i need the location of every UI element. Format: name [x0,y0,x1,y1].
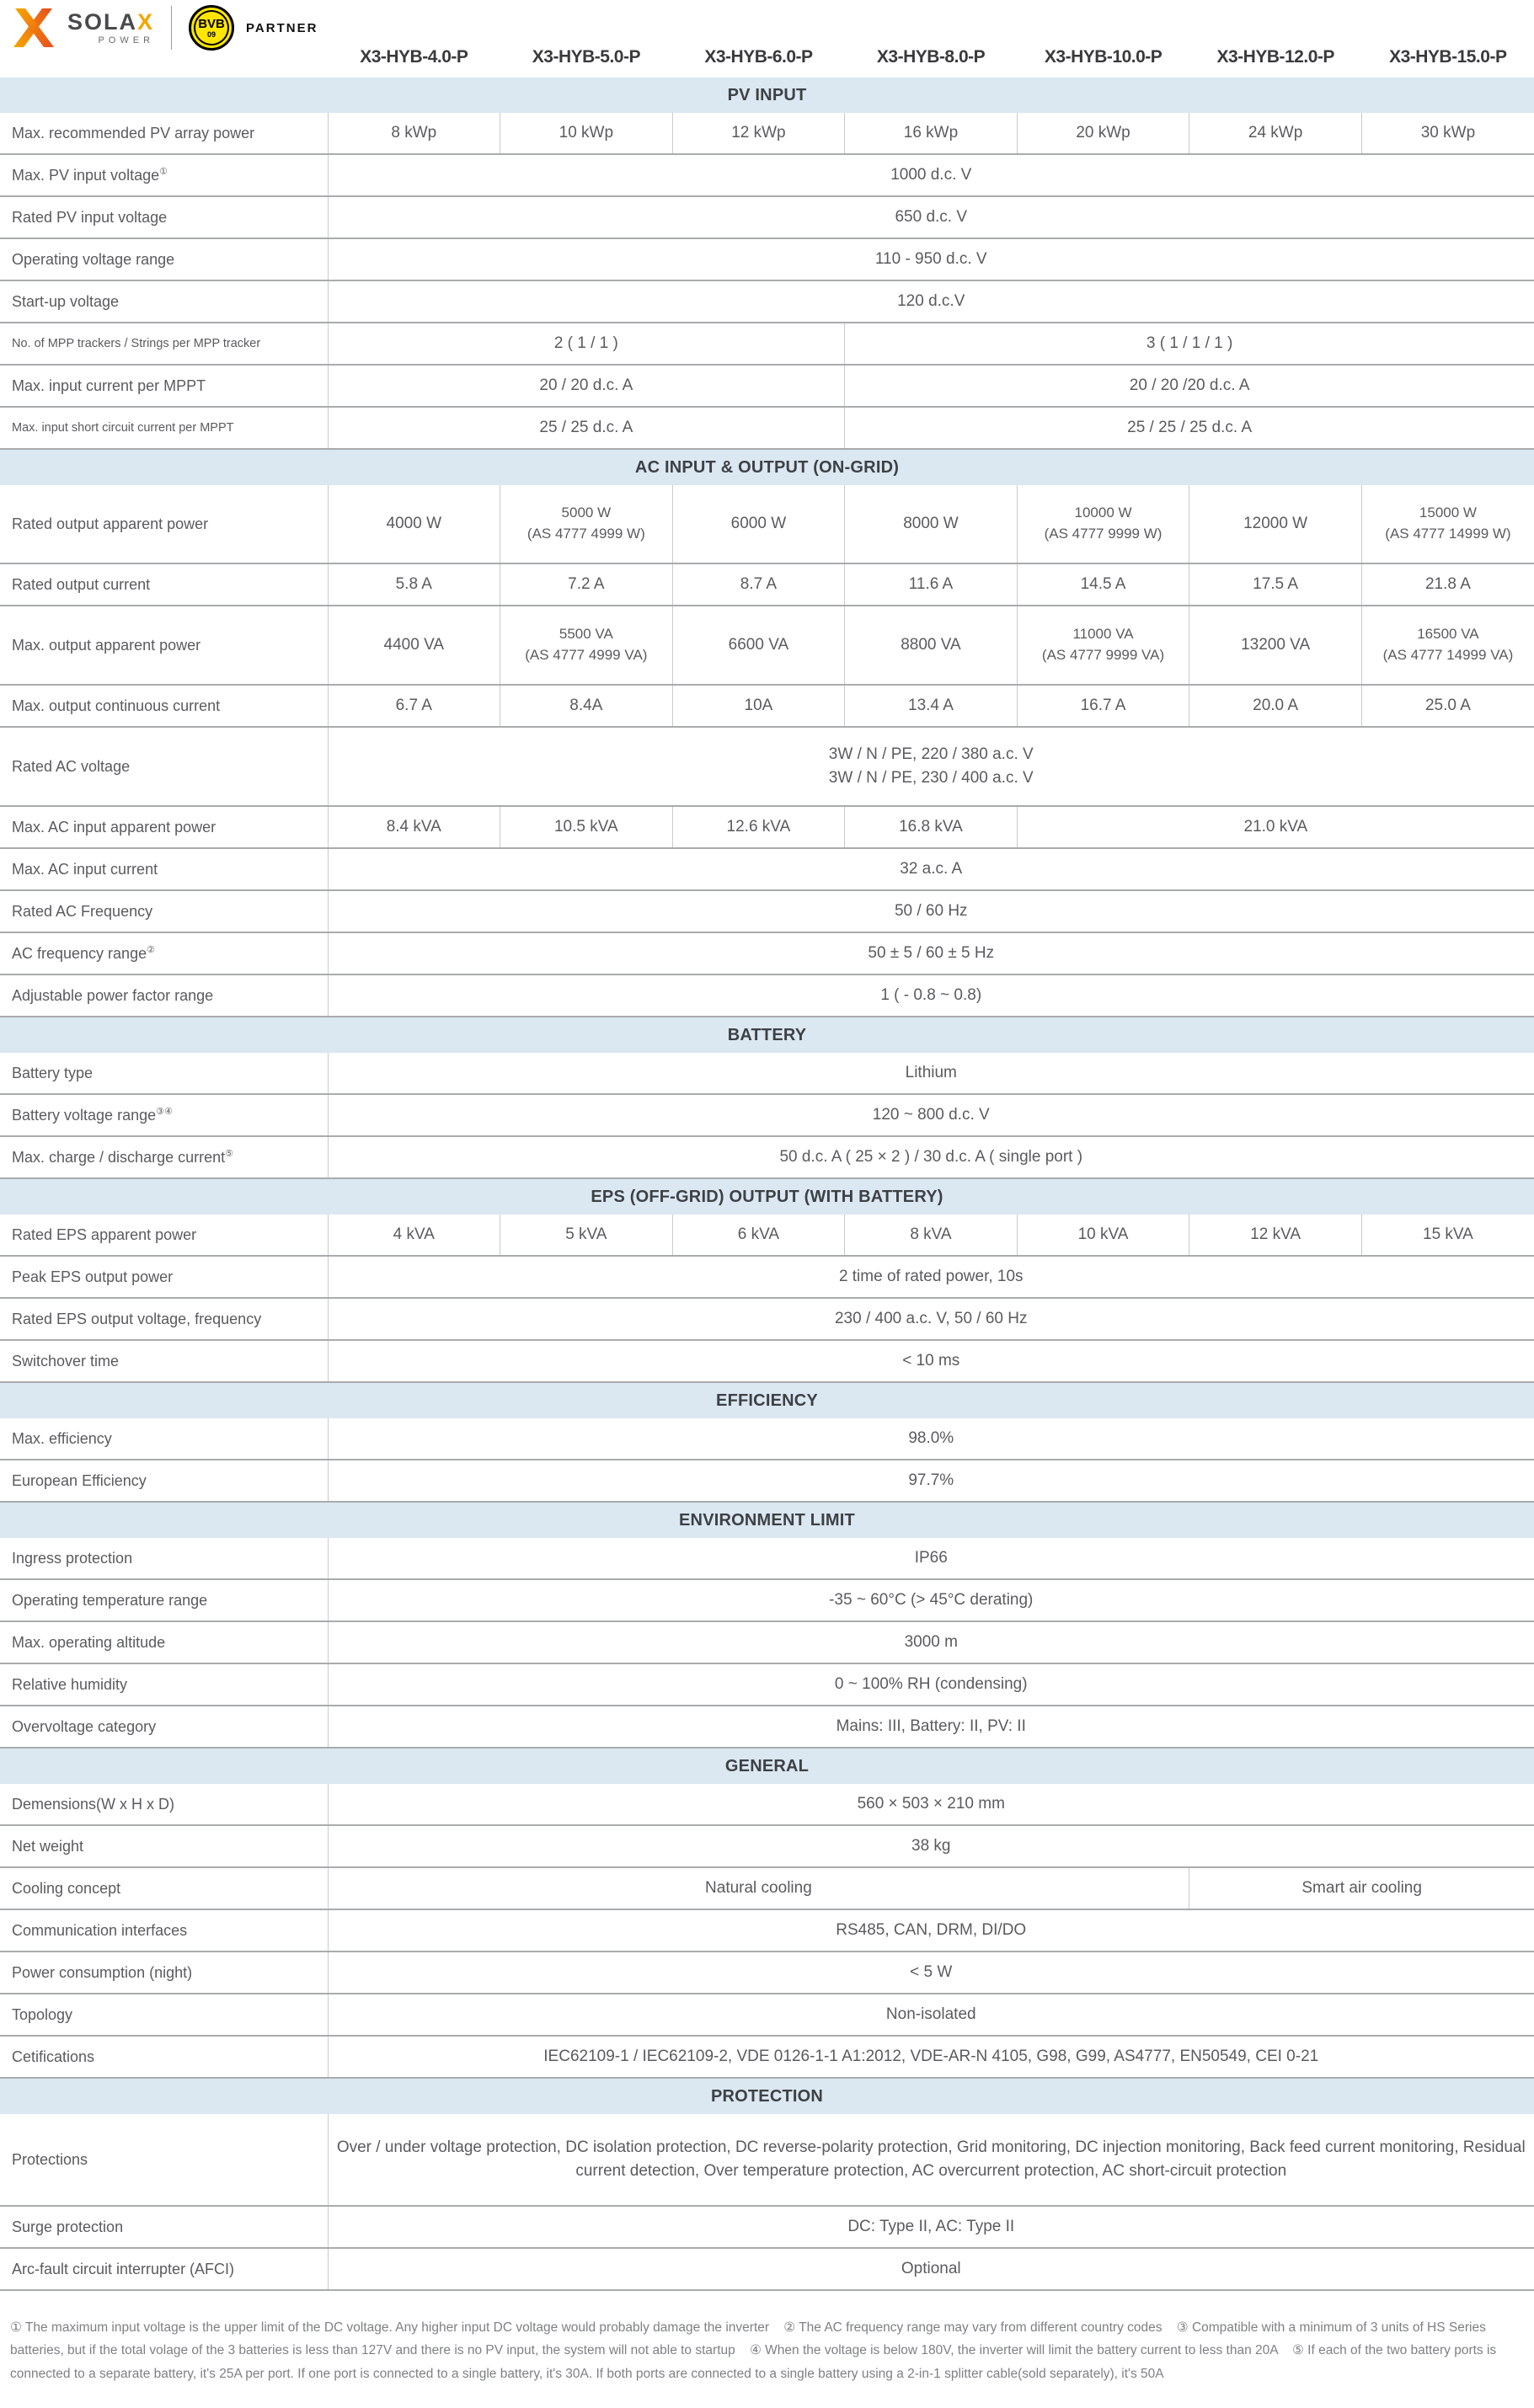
spec-row [0,727,1534,806]
spec-row [0,1053,1534,1094]
section-title: EPS (OFF-GRID) OUTPUT (WITH BATTERY) [0,1178,1534,1215]
spec-value: 13.4 A [845,685,1018,727]
spec-value: 14.5 A [1017,563,1189,606]
spec-row [0,1215,1534,1256]
row-label: Surge protection [0,2206,328,2248]
spec-value: 21.0 kVA [1017,806,1534,848]
partner-label: PARTNER [246,20,318,35]
section-header-row [0,1748,1534,1784]
spec-value: 4000 W [328,485,500,563]
spec-row [0,606,1534,685]
spec-row [0,932,1534,974]
spec-value-line: (AS 4777 4999 VA) [525,647,648,663]
brand-area [12,5,318,51]
spec-row [0,238,1534,280]
header [0,0,1534,77]
spec-value [328,727,1534,806]
spec-value: 10.5 kVA [500,806,673,848]
spec-value: 12 kVA [1189,1215,1362,1256]
section-title: GENERAL [0,1748,1534,1784]
spec-value: 10 kWp [500,113,673,154]
spec-value-line: 3W / N / PE, 230 / 400 a.c. V [828,769,1034,787]
row-label: Communication interfaces [0,1909,328,1951]
spec-value: 25 / 25 / 25 d.c. A [845,407,1534,449]
row-label: Max. PV input voltage① [0,154,328,196]
row-label: Overvoltage category [0,1706,328,1748]
row-label: Rated EPS output voltage, frequency [0,1298,328,1340]
spec-value: 110 - 950 d.c. V [328,238,1534,280]
spec-value: 8 kVA [845,1215,1018,1256]
spec-value-line: 10000 W [1074,505,1132,521]
spec-value: 16.7 A [1017,685,1189,727]
row-label: Rated output current [0,563,328,606]
row-label: Cetifications [0,2036,328,2078]
row-label: Max. input short circuit current per MPPT [0,407,328,449]
spec-value-line: (AS 4777 4999 W) [526,526,645,542]
spec-row [0,2036,1534,2078]
model-column-header: X3-HYB-4.0-P [360,47,468,67]
spec-value: 120 ~ 800 d.c. V [328,1094,1534,1136]
spec-value: 12.6 kVA [672,806,845,848]
spec-row [0,1340,1534,1382]
spec-value-line: (AS 4777 14999 W) [1385,526,1511,542]
spec-value: 11.6 A [845,563,1018,606]
spec-value: 20 / 20 d.c. A [328,365,845,407]
spec-value: Mains: III, Battery: II, PV: II [328,1706,1534,1748]
section-header-row [0,1382,1534,1418]
spec-value: 2 time of rated power, 10s [328,1256,1534,1298]
row-label: Peak EPS output power [0,1256,328,1298]
footnote-marker: ⑤ [225,1149,234,1159]
spec-value: 8.4 kVA [328,806,500,848]
row-label: Ingress protection [0,1538,328,1579]
spec-row [0,1621,1534,1663]
spec-value: 7.2 A [500,563,673,606]
footnotes: ① The maximum input voltage is the upper limit of the DC voltage. Any higher input DC voltage would probably damage the inverter ② The AC frequency range may vary from different country codes ③ Compatible with a minimum of 3 units of HS Series batteries, but if the total volage of the 3 batteries is less than 127V and there is no PV input, the system will not able to startup ④ When the voltage is below 180V, the inverter will limit the battery current to less than 20A ⑤ If each of the two battery ports is connected to a separate battery, it's 25A per port. If one port is connected to a single battery, it's 30A. If both ports are connected to a single battery using a 2-in-1 splitter cable(sold separately), it's 50A [10,2320,1500,2382]
bvb-badge-text: BVB [198,16,225,31]
model-column-header: X3-HYB-6.0-P [704,47,813,67]
row-label: Switchover time [0,1340,328,1382]
footnote-marker: ③④ [156,1107,174,1117]
spec-row [0,407,1534,449]
brand-sub-text: POWER [98,35,155,45]
spec-row [0,1909,1534,1951]
spec-value: 560 × 503 × 210 mm [328,1784,1534,1825]
spec-row [0,685,1534,727]
spec-value: 20 kWp [1017,113,1189,154]
bvb-badge-number: 09 [207,29,216,39]
spec-value: 4 kVA [328,1215,500,1256]
spec-value: 25 / 25 d.c. A [328,407,845,449]
spec-value [1361,606,1534,685]
spec-value-line: 5000 W [561,505,612,521]
spec-value: 97.7% [328,1460,1534,1502]
spec-value: 38 kg [328,1825,1534,1867]
row-label: European Efficiency [0,1460,328,1502]
row-label: Net weight [0,1825,328,1867]
row-label: Power consumption (night) [0,1951,328,1994]
spec-value [1017,606,1189,685]
spec-value-line: 16500 VA [1417,626,1479,643]
spec-value: 1 ( - 0.8 ~ 0.8) [328,974,1534,1017]
header-divider [171,6,172,50]
row-label: Max. input current per MPPT [0,365,328,407]
row-label: Max. charge / discharge current⑤ [0,1136,328,1178]
footnote-marker: ① [159,167,168,177]
section-header-row [0,2078,1534,2114]
spec-value: 5.8 A [328,563,500,606]
spec-value: 50 d.c. A ( 25 × 2 ) / 30 d.c. A ( single port ) [328,1136,1534,1178]
spec-value: 120 d.c.V [328,280,1534,323]
section-title: PV INPUT [0,77,1534,113]
spec-value: 10A [672,685,845,727]
section-title: ENVIRONMENT LIMIT [0,1502,1534,1538]
spec-value: 6600 VA [672,606,845,685]
row-label: Topology [0,1994,328,2036]
model-column-header: X3-HYB-8.0-P [876,47,986,67]
spec-row [0,2206,1534,2248]
spec-value: Non-isolated [328,1994,1534,2036]
spec-row [0,1579,1534,1621]
spec-value: 650 d.c. V [328,196,1534,238]
section-header-row [0,1502,1534,1538]
spec-row [0,1867,1534,1909]
spec-row [0,1256,1534,1298]
spec-value: IP66 [328,1538,1534,1579]
spec-row [0,1994,1534,2036]
spec-value: < 5 W [328,1951,1534,1994]
spec-value: 17.5 A [1189,563,1362,606]
spec-row [0,113,1534,154]
row-label: Max. output apparent power [0,606,328,685]
solax-wordmark [67,8,155,45]
spec-value: 21.8 A [1361,563,1534,606]
spec-value: 6 kVA [672,1215,845,1256]
row-label: Max. AC input apparent power [0,806,328,848]
row-label: Arc-fault circuit interrupter (AFCI) [0,2248,328,2290]
section-title: EFFICIENCY [0,1382,1534,1418]
spec-row [0,806,1534,848]
spec-value: 2 ( 1 / 1 ) [328,323,845,365]
row-label: Relative humidity [0,1663,328,1706]
spec-value-line: (AS 4777 9999 VA) [1041,647,1165,663]
section-header-row [0,77,1534,113]
spec-value: 8.7 A [672,563,845,606]
row-label: Rated output apparent power [0,485,328,563]
spec-value-line: 15000 W [1419,505,1477,521]
model-column-header: X3-HYB-12.0-P [1216,47,1334,67]
row-label: AC frequency range② [0,932,328,974]
spec-value-line: (AS 4777 14999 VA) [1382,647,1514,663]
spec-value: 6000 W [672,485,845,563]
spec-value: 4400 VA [328,606,500,685]
spec-value: Optional [328,2248,1534,2290]
spec-value: 15 kVA [1361,1215,1534,1256]
spec-value: 3 ( 1 / 1 / 1 ) [845,323,1534,365]
spec-value [500,606,673,685]
brand-main-text: SOLA [67,8,138,35]
spec-value: 3000 m [328,1621,1534,1663]
row-label: Adjustable power factor range [0,974,328,1017]
spec-value-line: 5500 VA [559,626,613,643]
row-label: Rated AC Frequency [0,890,328,932]
spec-value: 50 ± 5 / 60 ± 5 Hz [328,932,1534,974]
spec-row [0,1706,1534,1748]
row-label: Battery type [0,1053,328,1094]
row-label: Protections [0,2114,328,2206]
solax-x-icon [12,6,56,50]
section-title: AC INPUT & OUTPUT (ON-GRID) [0,449,1534,485]
spec-value [1361,485,1534,563]
brand-x-text: X [137,8,155,35]
spec-value: IEC62109-1 / IEC62109-2, VDE 0126-1-1 A1:2012, VDE-AR-N 4105, G98, G99, AS4777, EN50549, CEI 0-21 [328,2036,1534,2078]
spec-value: 8 kWp [328,113,500,154]
spec-value: 230 / 400 a.c. V, 50 / 60 Hz [328,1298,1534,1340]
model-column-header: X3-HYB-10.0-P [1044,47,1163,67]
spec-value: 8800 VA [845,606,1018,685]
footnote-marker: ② [147,945,156,955]
spec-value: Over / under voltage protection, DC isolation protection, DC reverse-polarity protection, Grid monitoring, DC injection monitoring, Back feed current monitoring, Residual current detection, Over temperature protection, AC overcurrent protection, AC short-circuit protection [328,2114,1534,2206]
row-label: Max. AC input current [0,848,328,890]
model-column-header: X3-HYB-5.0-P [532,47,640,67]
section-header-row [0,1017,1534,1053]
spec-value: 24 kWp [1189,113,1362,154]
spec-row [0,1825,1534,1867]
spec-value: 13200 VA [1189,606,1362,685]
spec-row [0,1418,1534,1460]
spec-value: 20 / 20 /20 d.c. A [845,365,1534,407]
spec-value: DC: Type II, AC: Type II [328,2206,1534,2248]
model-header-row [328,47,1534,67]
spec-row [0,1663,1534,1706]
spec-row [0,1784,1534,1825]
spec-row [0,280,1534,323]
spec-row [0,848,1534,890]
spec-value: 12000 W [1189,485,1362,563]
row-label: Rated EPS apparent power [0,1215,328,1256]
spec-value: 6.7 A [328,685,500,727]
spec-value: 98.0% [328,1418,1534,1460]
spec-value: 10 kVA [1017,1215,1189,1256]
row-label: Rated PV input voltage [0,196,328,238]
spec-row [0,1951,1534,1994]
spec-value: 1000 d.c. V [328,154,1534,196]
spec-row [0,196,1534,238]
spec-value: 8.4A [500,685,673,727]
spec-row [0,1136,1534,1178]
spec-row [0,365,1534,407]
spec-value: < 10 ms [328,1340,1534,1382]
spec-value-line: 11000 VA [1072,626,1134,643]
spec-row [0,1538,1534,1579]
spec-value: 32 a.c. A [328,848,1534,890]
row-label: Operating temperature range [0,1579,328,1621]
row-label: No. of MPP trackers / Strings per MPP tracker [0,323,328,365]
spec-value: 30 kWp [1361,113,1534,154]
row-label: Battery voltage range③④ [0,1094,328,1136]
spec-row [0,1298,1534,1340]
spec-row [0,890,1534,932]
row-label: Demensions(W x H x D) [0,1784,328,1825]
spec-value: 5 kVA [500,1215,673,1256]
spec-table [0,77,1534,2291]
row-label: Max. recommended PV array power [0,113,328,154]
spec-value [500,485,673,563]
spec-value: 0 ~ 100% RH (condensing) [328,1663,1534,1706]
spec-value: Lithium [328,1053,1534,1094]
spec-value-line: 3W / N / PE, 220 / 380 a.c. V [828,745,1034,764]
spec-row [0,2114,1534,2206]
model-column-header: X3-HYB-15.0-P [1389,47,1507,67]
spec-row [0,974,1534,1017]
row-label: Max. operating altitude [0,1621,328,1663]
section-header-row [0,1178,1534,1215]
bvb-badge-icon [189,5,234,51]
row-label: Operating voltage range [0,238,328,280]
spec-value: 12 kWp [672,113,845,154]
spec-value [1017,485,1189,563]
spec-value: 8000 W [845,485,1018,563]
spec-value: 20.0 A [1189,685,1362,727]
spec-row [0,1094,1534,1136]
spec-row [0,154,1534,196]
spec-value: Smart air cooling [1189,1867,1534,1909]
spec-value: 25.0 A [1361,685,1534,727]
row-label: Rated AC voltage [0,727,328,806]
spec-row [0,323,1534,365]
section-title: BATTERY [0,1017,1534,1053]
spec-row [0,563,1534,606]
spec-value: Natural cooling [328,1867,1189,1909]
spec-row [0,2248,1534,2290]
section-header-row [0,449,1534,485]
row-label: Max. efficiency [0,1418,328,1460]
row-label: Start-up voltage [0,280,328,323]
spec-table-body [0,77,1534,2290]
row-label: Cooling concept [0,1867,328,1909]
spec-value: RS485, CAN, DRM, DI/DO [328,1909,1534,1951]
spec-value: 50 / 60 Hz [328,890,1534,932]
spec-value: -35 ~ 60°C (> 45°C derating) [328,1579,1534,1621]
row-label: Max. output continuous current [0,685,328,727]
spec-row [0,485,1534,563]
spec-value: 16 kWp [845,113,1018,154]
spec-row [0,1460,1534,1502]
section-title: PROTECTION [0,2078,1534,2114]
spec-value: 16.8 kVA [845,806,1018,848]
spec-value-line: (AS 4777 9999 W) [1044,526,1163,542]
